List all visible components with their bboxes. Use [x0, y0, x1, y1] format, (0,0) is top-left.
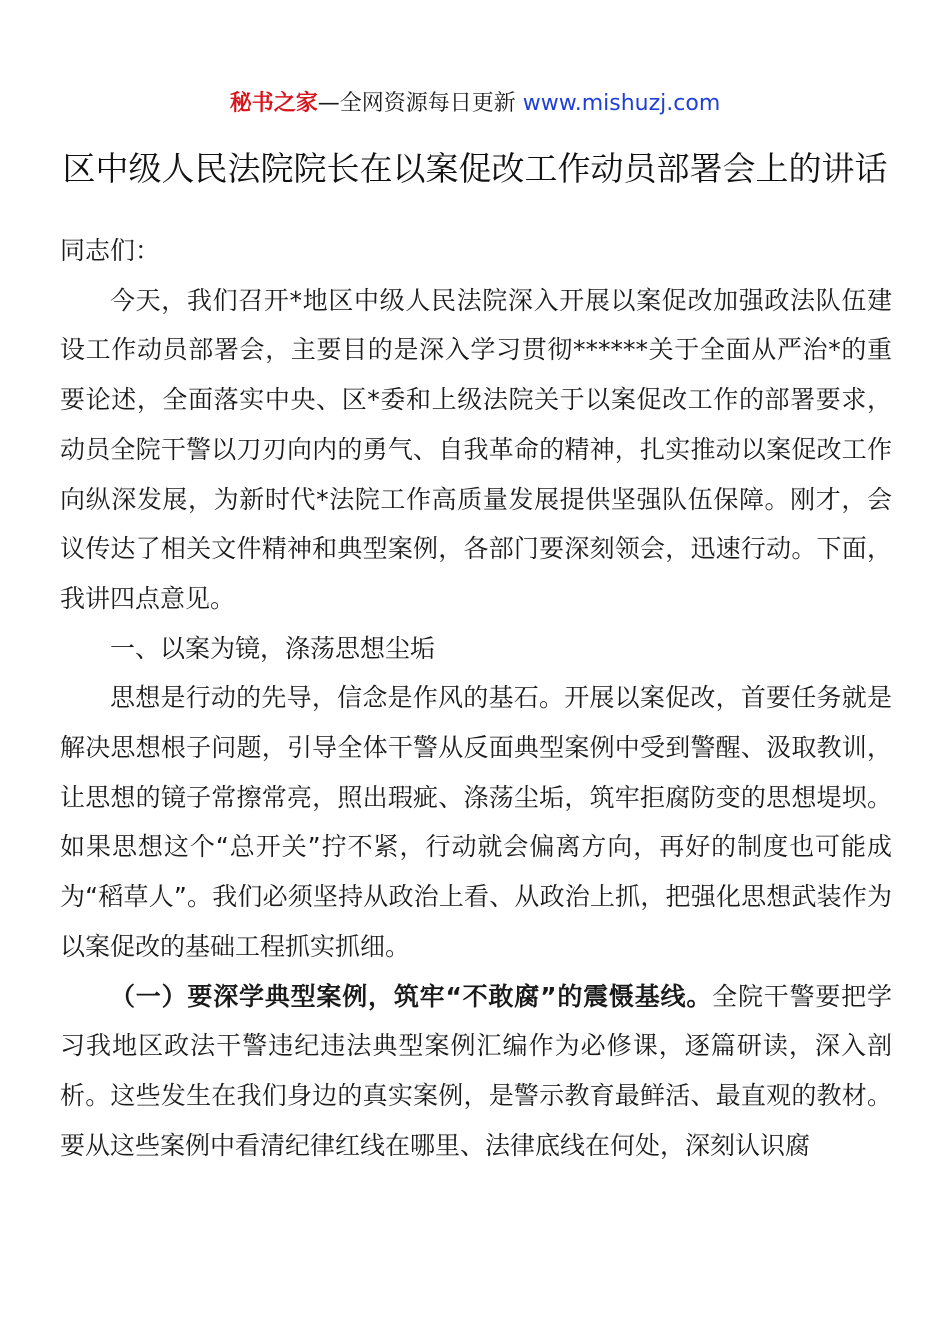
document-body [60, 226, 892, 1170]
section-heading: 一、以案为镜，涤荡思想尘垢 [110, 633, 436, 663]
point-heading: （一）要深学典型案例，筑牢“不敢腐”的震慑基线。 [110, 981, 713, 1011]
site-header [0, 88, 950, 120]
brand-name: 秘书之家 [229, 91, 318, 116]
point-paragraph [60, 972, 892, 1171]
point-body: 全院干警要把学习我地区政法干警违纪违法典型案例汇编作为必修课，逐篇研读，深入剖析。这些发生在我们身边的真实案例，是警示教育最鲜活、最直观的教材。要从这些案例中看清纪律红线在哪里、法律底线在何处，深刻认识腐 [60, 981, 892, 1160]
site-url-link[interactable]: www.mishuzj.com [522, 91, 721, 116]
document-title: 区中级人民法院院长在以案促改工作动员部署会上的讲话 [62, 149, 888, 188]
section-paragraph: 思想是行动的先导，信念是作风的基石。开展以案促改，首要任务就是解决思想根子问题，引导全体干警从反面典型案例中受到警醒、汲取教训，让思想的镜子常擦常亮，照出瑕疵、涤荡尘垢，筑牢拒腐防变的思想堤坝。如果思想这个“总开关”拧不紧，行动就会偏离方向，再好的制度也可能成为“稻草人”。我们必须坚持从政治上看、从政治上抓，把强化思想武装作为以案促改的基础工程抓实抓细。 [60, 683, 892, 961]
intro-paragraph: 今天，我们召开*地区中级人民法院深入开展以案促改加强政法队伍建设工作动员部署会，主要目的是深入学习贯彻******关于全面从严治*的重要论述，全面落实中央、区*委和上级法院关于以案促改工作的部署要求，动员全院干警以刀刃向内的勇气、自我革命的精神，扎实推动以案促改工作向纵深发展，为新时代*法院工作高质量发展提供坚强队伍保障。刚才，会议传达了相关文件精神和典型案例，各部门要深刻领会，迅速行动。下面，我讲四点意见。 [60, 285, 892, 613]
salutation: 同志们： [60, 236, 161, 265]
header-tagline: —全网资源每日更新 [317, 91, 523, 116]
